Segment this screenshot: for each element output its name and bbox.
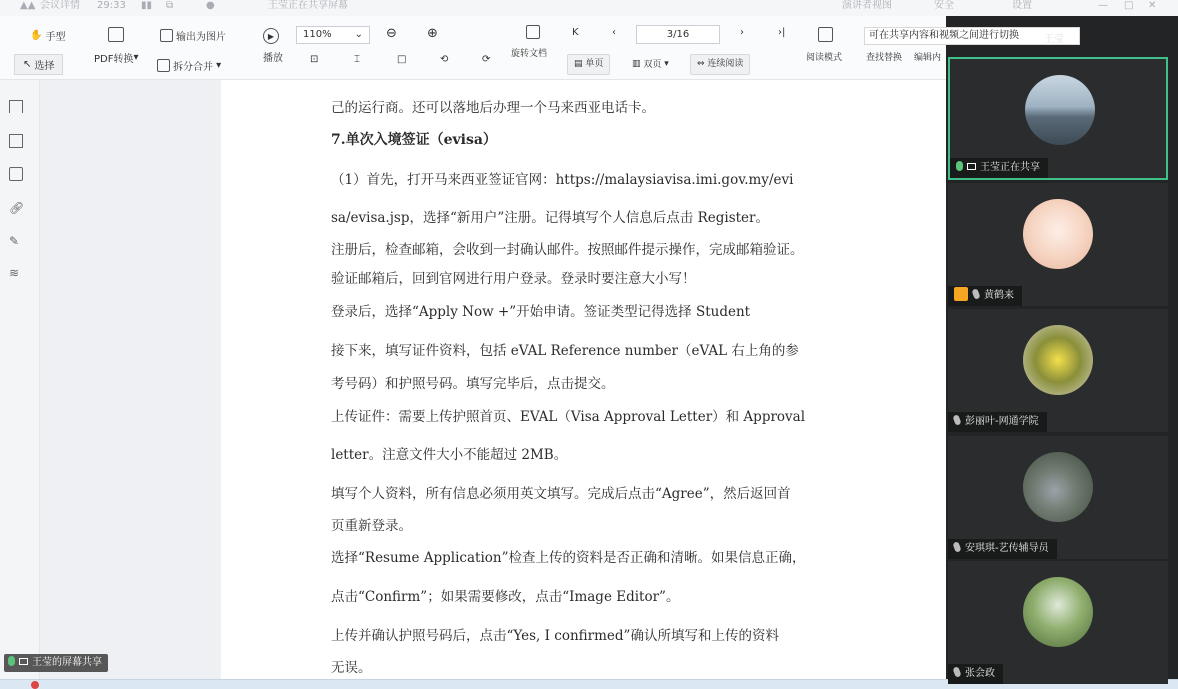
page-number-input[interactable]: 3/16 xyxy=(636,25,720,44)
double-page-icon: ▥ xyxy=(632,58,644,69)
image-icon xyxy=(160,29,173,42)
zoom-out-icon[interactable]: ⊖ xyxy=(386,26,397,41)
double-page-label: 双页 xyxy=(643,60,662,70)
doc-line: 注册后，检查邮箱，会收到一封确认邮件。按照邮件提示操作，完成邮箱验证。 xyxy=(331,242,804,258)
hand-tool-button[interactable] xyxy=(30,28,65,43)
doc-line: letter。注意文件大小不能超过 2MB。 xyxy=(331,447,568,463)
microphone-icon xyxy=(956,161,963,171)
microphone-icon xyxy=(8,656,15,666)
pdf-convert-button[interactable]: PDF转换 ▾ xyxy=(94,52,139,65)
view-mode-button[interactable]: 演讲者视图 xyxy=(842,0,892,11)
signal-icon: ▮▮ xyxy=(141,0,153,11)
doc-heading: 7.单次入境签证（evisa） xyxy=(331,132,497,148)
screen-share-icon xyxy=(19,658,28,665)
first-page-icon[interactable]: K xyxy=(572,27,579,38)
prev-page-icon[interactable]: ‹ xyxy=(612,27,616,38)
participant-name: 安琪琪-艺传辅导员 xyxy=(965,543,1049,554)
maximize-icon[interactable]: □ xyxy=(1124,0,1134,11)
continuous-icon: ⇔ xyxy=(697,59,708,69)
thumbnail-panel xyxy=(40,80,221,679)
avatar xyxy=(1023,452,1093,522)
participant-tile[interactable] xyxy=(948,561,1168,684)
doc-line: 上传并确认护照号码后，点击“Yes, I confirmed”确认所填写和上传的资料 xyxy=(331,628,779,644)
participant-tile[interactable] xyxy=(948,436,1168,559)
avatar xyxy=(1023,577,1093,647)
doc-line: 页重新登录。 xyxy=(331,518,412,534)
cursor-icon: ↖ xyxy=(23,59,32,70)
avatar xyxy=(1023,325,1093,395)
doc-line: 接下来，填写证件资料，包括 eVAL Reference number（eVAL 右上角的参 xyxy=(331,343,799,359)
single-page-label: 单页 xyxy=(585,59,604,69)
reading-mode-button[interactable]: 阅读模式 xyxy=(806,53,843,63)
participant-name-tag xyxy=(948,412,1047,432)
attachment-icon[interactable]: 🔗︎ xyxy=(9,201,25,215)
rotate-doc-icon xyxy=(526,25,540,39)
participant-name-tag xyxy=(950,158,1048,178)
doc-line: 选择“Resume Application”检查上传的资料是否正确和清晰。如果信息正确， xyxy=(331,550,806,566)
doc-line: （1）首先，打开马来西亚签证官网：https://malaysiavisa.imi.gov.my/evi xyxy=(331,172,794,188)
settings-button[interactable]: 设置 xyxy=(1012,0,1032,11)
share-label-text: 王莹的屏幕共享 xyxy=(32,657,102,668)
select-tool-label: 选择 xyxy=(34,61,55,72)
last-page-icon[interactable]: ›| xyxy=(778,27,786,38)
actual-size-icon[interactable]: ⊡ xyxy=(310,54,319,65)
tooltip-user-name: 王莹 xyxy=(1044,34,1064,45)
fit-page-icon[interactable]: □ xyxy=(397,54,407,65)
zoom-select[interactable] xyxy=(296,26,370,44)
doc-line: 无误。 xyxy=(331,660,372,676)
participant-name: 黄鹤来 xyxy=(984,290,1014,301)
screen-share-label xyxy=(4,654,108,672)
participant-name-tag xyxy=(948,286,1022,306)
doc-line: 考号码）和护照号码。填写完毕后，点击提交。 xyxy=(331,376,615,392)
avatar-icon: ● xyxy=(206,0,215,11)
double-page-button[interactable]: ▥ 双页 ▾ xyxy=(632,58,669,70)
meeting-details-link[interactable]: 会议详情 xyxy=(40,0,80,11)
minimize-icon[interactable]: — xyxy=(1098,0,1108,11)
comment-icon[interactable] xyxy=(9,167,23,181)
thumbnail-icon[interactable] xyxy=(9,134,23,148)
mic-muted-icon xyxy=(952,541,961,552)
host-badge-icon xyxy=(954,287,968,301)
pdf-toolbar xyxy=(0,16,946,80)
zoom-in-icon[interactable]: ⊕ xyxy=(427,26,438,41)
rotate-doc-button[interactable]: 旋转文档 xyxy=(511,49,548,59)
doc-line: 上传证件：需要上传护照首页、EVAL（Visa Approval Letter）和 Approval xyxy=(331,409,806,425)
security-button[interactable]: 安全 xyxy=(934,0,954,11)
avatar xyxy=(1025,75,1095,145)
doc-line: 验证邮箱后，回到官网进行用户登录。登录时要注意大小写！ xyxy=(331,271,696,287)
meeting-logo-icon: ▲▲ xyxy=(20,0,36,11)
split-merge-label: 拆分合并 xyxy=(173,62,213,73)
split-merge-button[interactable]: 拆分合并 ▾ xyxy=(157,58,221,73)
mic-muted-icon xyxy=(952,666,961,677)
pdf-convert-icon xyxy=(108,27,124,42)
select-tool-button[interactable] xyxy=(14,54,63,75)
continuous-label: 连续阅读 xyxy=(707,59,744,69)
doc-line: 点击“Confirm”；如果需要修改，点击“Image Editor”。 xyxy=(331,589,680,605)
continuous-reading-button[interactable] xyxy=(690,54,750,75)
sharing-status[interactable]: 王莹正在共享屏幕 xyxy=(268,0,348,11)
pdf-convert-label: PDF转换 xyxy=(94,54,134,65)
participant-tile[interactable] xyxy=(948,309,1168,432)
single-page-icon: ▤ xyxy=(574,59,586,69)
mic-muted-icon xyxy=(971,288,980,299)
record-icon[interactable] xyxy=(31,681,39,689)
next-page-icon[interactable]: › xyxy=(740,27,744,38)
reading-mode-icon xyxy=(818,27,833,42)
participant-name-tag xyxy=(948,664,1003,684)
switch-view-tooltip: 可在共享内容和视频之间进行切换 xyxy=(864,27,1080,45)
close-icon[interactable]: ✕ xyxy=(1148,0,1157,11)
play-button[interactable]: 播放 xyxy=(263,53,283,64)
doc-line: 己的运行商。还可以落地后办理一个马来西亚电话卡。 xyxy=(331,100,655,116)
doc-line: sa/evisa.jsp，选择“新用户”注册。记得填写个人信息后点击 Register。 xyxy=(331,210,769,226)
find-replace-button[interactable]: 查找替换 xyxy=(866,53,903,63)
play-icon: ▶ xyxy=(263,28,279,44)
export-image-label: 输出为图片 xyxy=(176,32,226,43)
title-bar xyxy=(0,0,1178,16)
split-icon xyxy=(157,59,170,72)
fit-height-icon[interactable]: ⌶ xyxy=(354,54,360,65)
layers-icon[interactable]: ≋ xyxy=(9,266,20,280)
hand-tool-label: 手型 xyxy=(45,32,66,43)
signature-icon[interactable]: ✎ xyxy=(9,234,20,248)
participant-name-tag xyxy=(948,539,1057,559)
participant-name: 彭丽叶-网通学院 xyxy=(965,416,1039,427)
doc-line: 登录后，选择“Apply Now +”开始申请。签证类型记得选择 Student xyxy=(331,304,751,320)
bookmark-icon[interactable] xyxy=(9,100,23,113)
meeting-duration: 29:33 xyxy=(97,0,126,11)
zoom-value: 110% xyxy=(303,29,332,40)
rotate-right-icon[interactable]: ⟳ xyxy=(482,54,491,65)
participant-tile[interactable] xyxy=(948,183,1168,306)
external-link-icon[interactable]: ⧉ xyxy=(166,0,174,11)
single-page-button[interactable] xyxy=(567,54,610,75)
doc-line: 填写个人资料，所有信息必须用英文填写。完成后点击“Agree”，然后返回首 xyxy=(331,486,791,502)
side-toolbar xyxy=(0,80,40,679)
avatar xyxy=(1023,199,1093,269)
edit-content-button[interactable]: 编辑内 xyxy=(914,53,942,63)
chevron-down-icon: ⌄ xyxy=(354,29,363,40)
hand-icon: ✋ xyxy=(30,30,43,41)
participant-name: 王莹正在共享 xyxy=(980,162,1040,173)
participant-name: 张会政 xyxy=(965,668,995,679)
mic-muted-icon xyxy=(952,414,961,425)
participant-tile[interactable] xyxy=(948,57,1168,180)
screen-share-icon xyxy=(967,163,976,170)
rotate-left-icon[interactable]: ⟲ xyxy=(440,54,449,65)
export-image-button[interactable] xyxy=(160,28,226,43)
